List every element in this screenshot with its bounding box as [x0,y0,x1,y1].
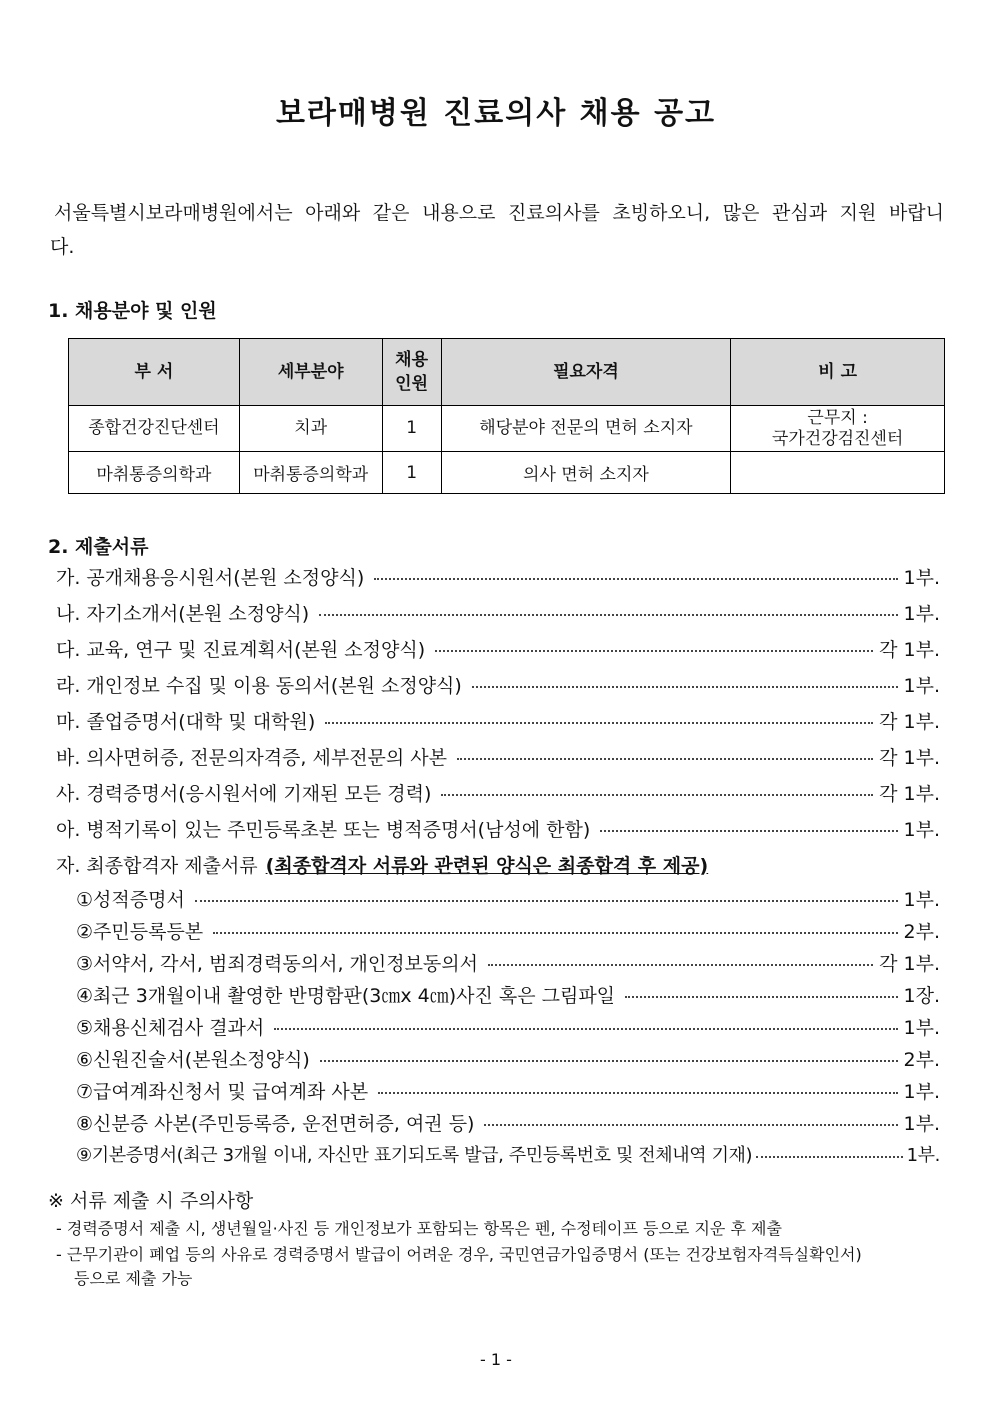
sub-list-item [76,1138,940,1170]
column-header: 세부분야 [239,339,382,406]
remark-cell [731,406,945,452]
item-count: 1부. [903,818,940,841]
sub-list-item [76,978,940,1010]
item-count: 1부. [903,1112,940,1135]
list-item [56,666,940,702]
column-header: 필요자격 [441,339,731,406]
column-header-text: 채용 인원 [395,350,429,394]
list-item [56,774,940,810]
item-label: ②주민등록등본 [76,920,204,943]
table-header-row [69,339,945,406]
table-row [69,406,945,452]
note-item [56,1243,936,1291]
list-item [56,738,940,774]
item-count: 1부. [906,1145,940,1166]
list-item [56,630,940,666]
item-count: 2부. [903,920,940,943]
item-count: 1부. [903,602,940,625]
item-label: 가. 공개채용응시원서(본원 소정양식) [56,566,365,589]
item-count: 각 1부. [879,638,940,661]
list-item [56,702,940,738]
sub-list-item [76,914,940,946]
item-label: ⑤채용신체검사 결과서 [76,1016,265,1039]
sub-list-item [76,946,940,978]
item-label: ⑥신원진술서(본원소정양식) [76,1048,310,1071]
sub-list-item [76,1010,940,1042]
remark-line: 근무지 : [807,407,868,428]
list-item [56,810,940,846]
item-label: 다. 교육, 연구 및 진료계획서(본원 소정양식) [56,638,426,661]
table-row [69,452,945,494]
list-item [56,594,940,630]
qualification-cell: 해당분야 전문의 면허 소지자 [441,406,731,452]
page-number: - 1 - [480,1350,512,1369]
item-label: 사. 경력증명서(응시원서에 기재된 모든 경력) [56,782,432,805]
item-label: 아. 병적기록이 있는 주민등록초본 또는 병적증명서(남성에 한함) [56,818,591,841]
item-count: 1장. [903,984,940,1007]
final-documents-heading [56,846,940,882]
item-count: 1부. [903,1080,940,1103]
section-heading-recruitment: 1. 채용분야 및 인원 [48,300,217,322]
remark-line: 국가건강검진센터 [771,428,904,449]
sub-list-item [76,1042,940,1074]
note-line: 등으로 제출 가능 [74,1269,193,1288]
item-count: 각 1부. [879,782,940,805]
note-line: - 근무기관이 폐업 등의 사유로 경력증명서 발급이 어려운 경우, 국민연금가입증명서 (또는 건강보험자격득실확인서) [56,1245,862,1264]
field-cell: 치과 [239,406,382,452]
item-label: 나. 자기소개서(본원 소정양식) [56,602,310,625]
note-item: - 경력증명서 제출 시, 생년월일·사진 등 개인정보가 포함되는 항목은 펜, 수정테이프 등으로 지운 후 제출 [56,1219,782,1238]
item-count: 각 1부. [879,710,940,733]
list-item [56,558,940,594]
dept-cell: 마취통증의학과 [69,452,240,494]
count-cell: 1 [382,406,441,452]
field-cell: 마취통증의학과 [239,452,382,494]
item-count: 1부. [903,566,940,589]
item-count: 1부. [903,888,940,911]
item-label: 바. 의사면허증, 전문의자격증, 세부전문의 사본 [56,746,448,769]
recruitment-table [68,338,945,494]
intro-paragraph: 서울특별시보라매병원에서는 아래와 같은 내용으로 진료의사를 초빙하오니, 많은 관심과 지원 바랍니다. [50,202,944,258]
qualification-cell: 의사 면허 소지자 [441,452,731,494]
final-documents-note: (최종합격자 서류와 관련된 양식은 최종합격 후 제공) [265,854,709,877]
sub-list-item [76,1106,940,1138]
item-label: ①성적증명서 [76,888,185,911]
dept-cell: 종합건강진단센터 [69,406,240,452]
item-label: ⑨기본증명서(최근 3개월 이내, 자신만 표기되도록 발급, 주민등록번호 및 전체내역 기재) [76,1145,753,1166]
item-count: 각 1부. [879,952,940,975]
item-label: 자. 최종합격자 제출서류 [56,854,258,877]
item-label: ⑦급여계좌신청서 및 급여계좌 사본 [76,1080,369,1103]
remark-cell [731,452,945,494]
item-count: 2부. [903,1048,940,1071]
item-label: ④최근 3개월이내 촬영한 반명함판(3㎝x 4㎝)사진 혹은 그림파일 [76,984,616,1007]
section-heading-documents: 2. 제출서류 [48,536,149,558]
item-count: 1부. [903,674,940,697]
sub-list-item [76,882,940,914]
item-label: ③서약서, 각서, 범죄경력동의서, 개인정보동의서 [76,952,478,975]
item-count: 1부. [903,1016,940,1039]
notes-title: ※ 서류 제출 시 주의사항 [48,1190,254,1212]
item-label: ⑧신분증 사본(주민등록증, 운전면허증, 여권 등) [76,1112,475,1135]
document-title: 보라매병원 진료의사 채용 공고 [275,96,717,131]
column-header: 비 고 [731,339,945,406]
column-header: 부 서 [69,339,240,406]
column-header [382,339,441,406]
item-label: 마. 졸업증명서(대학 및 대학원) [56,710,316,733]
item-count: 각 1부. [879,746,940,769]
sub-list-item [76,1074,940,1106]
item-label: 라. 개인정보 수집 및 이용 동의서(본원 소정양식) [56,674,462,697]
count-cell: 1 [382,452,441,494]
